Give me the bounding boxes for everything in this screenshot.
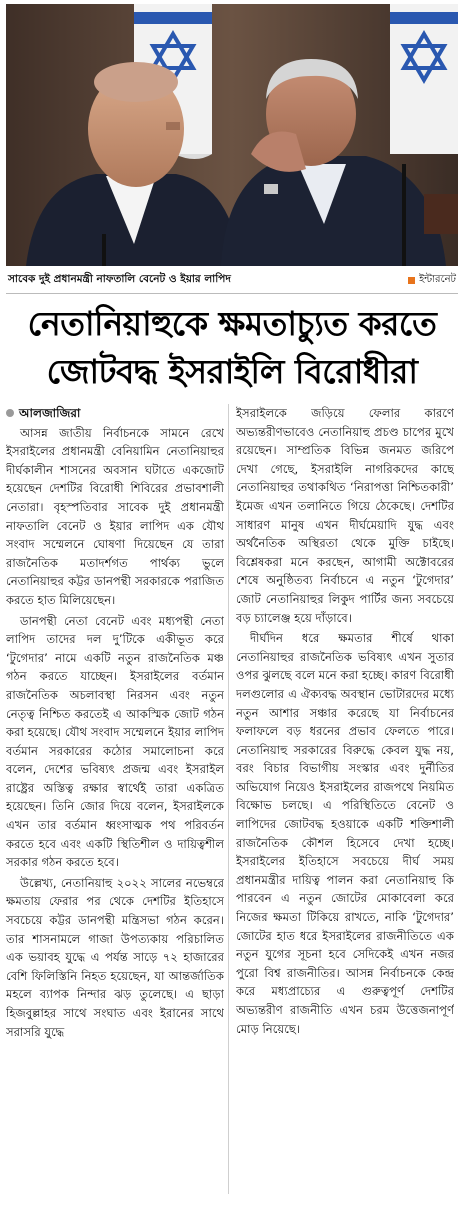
bullet-dot-icon	[6, 409, 14, 417]
article-column-right	[236, 404, 454, 1202]
article-paragraph: দীর্ঘদিন ধরে ক্ষমতার শীর্ষে থাকা নেতানিয়াহুর রাজনৈতিক ভবিষ্যৎ এখন সুতার ওপর ঝুলছে বলে মনে করা হচ্ছে। কারণ বিরোধী দলগুলোর এ ঐক্যবদ্ধ অবস্থান ভোটারদের মধ্যে নতুন আশার সঞ্চার করেছে যা নির্বাচনের ফলাফলে বড় ধরনের প্রভাব ফেলতে পারে। নেতানিয়াহু সরকারের বিরুদ্ধে কেবল যুদ্ধ নয়, বরং বিচার বিভাগীয় সংস্কার এবং দুর্নীতির অভিযোগ নিয়েও ইসরাইলের রাজপথে নিয়মিত বিক্ষোভ চলছে। এ পরিস্থিতিতে বেনেট ও লাপিদের জোটবদ্ধ হওয়াকে একটি শক্তিশালী রাজনৈতিক কৌশল হিসেবে দেখা হচ্ছে। ইসরাইলের ইতিহাসে সবচেয়ে দীর্ঘ সময় প্রধানমন্ত্রীর দায়িত্ব পালন করা নেতানিয়াহু কি পারবেন এ নতুন জোটের মোকাবেলা করে নিজের ক্ষমতা টিকিয়ে রাখতে, নাকি ‘টুগেদার’ জোটের হাত ধরে ইসরাইলের রাজনীতিতে এক নতুন যুগের সূচনা হবে সেদিকেই এখন নজর পুরো বিশ্ব রাজনীতির। আসন্ন নির্বাচনকে কেন্দ্র করে মধ্যপ্রাচ্যের এ গুরুত্বপূর্ণ দেশটির অভ্যন্তরীণ রাজনীতি এখন চরম উত্তেজনাপূর্ণ মোড় নিয়েছে।	[236, 631, 454, 1036]
article-paragraph: ইসরাইলকে জড়িয়ে ফেলার কারণে অভ্যন্তরীণভাবেও নেতানিয়াহু প্রচণ্ড চাপের মুখে রয়েছেন। সাম্প্রতিক বিভিন্ন জনমত জরিপে দেখা গেছে, ইসরাইলি নাগরিকদের কাছে নেতানিয়াহুর তথাকথিত ‘নিরাপত্তা নিশ্চিতকারী’ ইমেজ এখন তলানিতে গিয়ে ঠেকেছে। দেশটির সাধারণ মানুষ এখন দীর্ঘমেয়াদি যুদ্ধ এবং অর্থনৈতিক অস্থিরতা থেকে মুক্তি চাইছে। বিশ্লেষকরা মনে করছেন, আগামী অক্টোবরের শেষে অনুষ্ঠিতব্য নির্বাচনে এ নতুন ‘টুগেদার’ জোট নেতানিয়াহুর লিকুদ পার্টির জন্য সবচেয়ে বড় চ্যালেঞ্জ হয়ে দাঁড়াবে।	[236, 406, 454, 625]
photo-caption-row	[6, 268, 458, 294]
article-paragraph: উল্লেখ্য, নেতানিয়াহু ২০২২ সালের নভেম্বরে ক্ষমতায় ফেরার পর থেকে দেশটির ইতিহাসে সবচেয়ে কট্টর ডানপন্থী মন্ত্রিসভা গঠন করেন। তার শাসনামলে গাজা উপত্যকায় পরিচালিত এক ভয়াবহ যুদ্ধে এ পর্যন্ত সাড়ে ৭২ হাজারের বেশি ফিলিস্তিনি নিহত হয়েছেন, যা আন্তর্জাতিক মহলে ব্যাপক নিন্দার ঝড় তুলেছে। এ ছাড়া হিজবুল্লাহর সাথে সংঘাত এবং ইরানের সাথে সরাসরি যুদ্ধে	[6, 875, 224, 1039]
photo-credit-label: ইন্টারনেট	[419, 274, 456, 285]
square-bullet-icon	[408, 277, 415, 284]
headline-line-1: নেতানিয়াহুকে ক্ষমতাচ্যুত করতে	[27, 304, 437, 343]
headline-line-2: জোটবদ্ধ ইসরাইলি বিরোধীরা	[46, 352, 418, 391]
source-label: আলজাজিরা	[19, 406, 81, 420]
news-photo	[6, 4, 458, 266]
column-divider	[228, 404, 229, 1194]
source-line	[6, 404, 224, 423]
photo-caption: সাবেক দুই প্রধানমন্ত্রী নাফতালি বেনেট ও ইয়ার লাপিদ	[8, 273, 231, 285]
israel-flag-right	[390, 4, 458, 154]
article-paragraph: ডানপন্থী নেতা বেনেট এবং মধ্যপন্থী নেতা লাপিদ তাদের দল দু’টিকে একীভূত করে ‘টুগেদার’ নামে একটি নতুন রাজনৈতিক মঞ্চ গঠন করতে যাচ্ছেন। ইসরাইলের বর্তমান রাজনৈতিক অচলাবস্থা নিরসন এবং নতুন নেতৃত্ব নিশ্চিত করতেই এ আকস্মিক জোট গঠন করা হয়েছে। যৌথ সংবাদ সম্মেলনে ইয়ার লাপিদ বর্তমান সরকারের কঠোর সমালোচনা করে বলেন, দেশের ভবিষ্যৎ প্রজন্ম এবং ইসরাইল রাষ্ট্রের অস্তিত্ব রক্ষার স্বার্থেই তারা একত্রিত হয়েছেন। তিনি জোর দিয়ে বলেন, ইসরাইলকে এখন তার বর্তমান ধ্বংসাত্মক পথ পরিবর্তন করতে হবে এবং একটি স্থিতিশীল ও দায়িত্বশীল সরকার গঠন করতে হবে।	[6, 613, 224, 870]
article-paragraph: আসন্ন জাতীয় নির্বাচনকে সামনে রেখে ইসরাইলের প্রধানমন্ত্রী বেনিয়ামিন নেতানিয়াহুর দীর্ঘকালীন শাসনের অবসান ঘটাতে একজোট হয়েছেন দেশটির বিরোধী শিবিরের প্রভাবশালী নেতারা। বৃহস্পতিবার সাবেক দুই প্রধানমন্ত্রী নাফতালি বেনেট ও ইয়ার লাপিদ এক যৌথ সংবাদ সম্মেলনে ঘোষণা দিয়েছেন যে তারা রাজনৈতিক মতাদর্শগত পার্থক্য ভুলে নেতানিয়াহুর কট্টর ডানপন্থী সরকারকে পরাজিত করতে হাত মিলিয়েছেন।	[6, 425, 224, 607]
news-photo-illustration	[6, 4, 458, 266]
headline	[6, 300, 458, 396]
photo-credit	[408, 272, 458, 289]
article-column-left	[6, 404, 224, 1202]
